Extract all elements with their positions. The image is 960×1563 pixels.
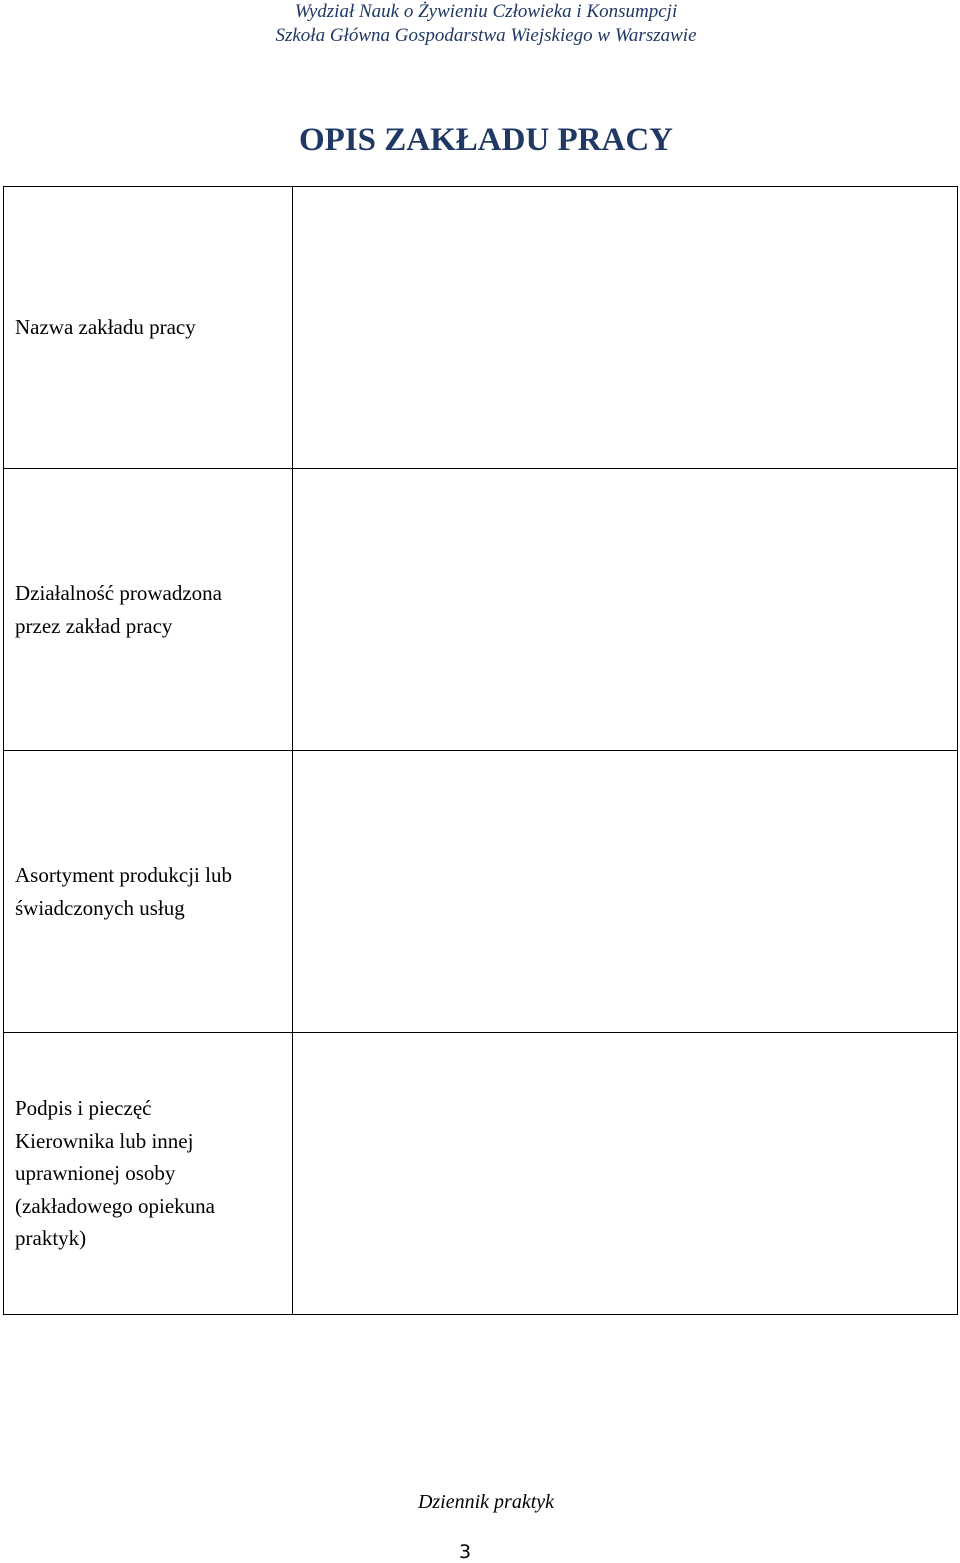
page-header (0, 0, 960, 48)
product-range-label: Asortyment produkcji lub świadczonych usług (15, 863, 232, 920)
footer-document-title: Dziennik praktyk (417, 1491, 555, 1513)
page-number: 3 (458, 1541, 472, 1563)
activity-label: Działalność prowadzona przez zakład pracy (15, 581, 222, 638)
workplace-name-field[interactable] (293, 187, 958, 469)
table-row (4, 187, 958, 469)
row-label-cell (4, 469, 293, 751)
activity-field[interactable] (293, 469, 958, 751)
workplace-description-table (3, 186, 958, 1315)
row-label-cell (4, 751, 293, 1033)
university-name: Szkoła Główna Gospodarstwa Wiejskiego w Warszawie (275, 25, 697, 46)
table-row (4, 469, 958, 751)
row-label-cell (4, 187, 293, 469)
table-row (4, 751, 958, 1033)
signature-stamp-field[interactable] (293, 1033, 958, 1315)
row-label-cell (4, 1033, 293, 1315)
product-range-field[interactable] (293, 751, 958, 1033)
page-title: OPIS ZAKŁADU PRACY (298, 122, 674, 158)
signature-stamp-label: Podpis i pieczęć Kierownika lub innej uprawnionej osoby (zakładowego opiekuna praktyk) (15, 1096, 216, 1251)
table-row (4, 1033, 958, 1315)
workplace-name-label: Nazwa zakładu pracy (15, 315, 196, 340)
faculty-name: Wydział Nauk o Żywieniu Człowieka i Konsumpcji (294, 1, 678, 22)
